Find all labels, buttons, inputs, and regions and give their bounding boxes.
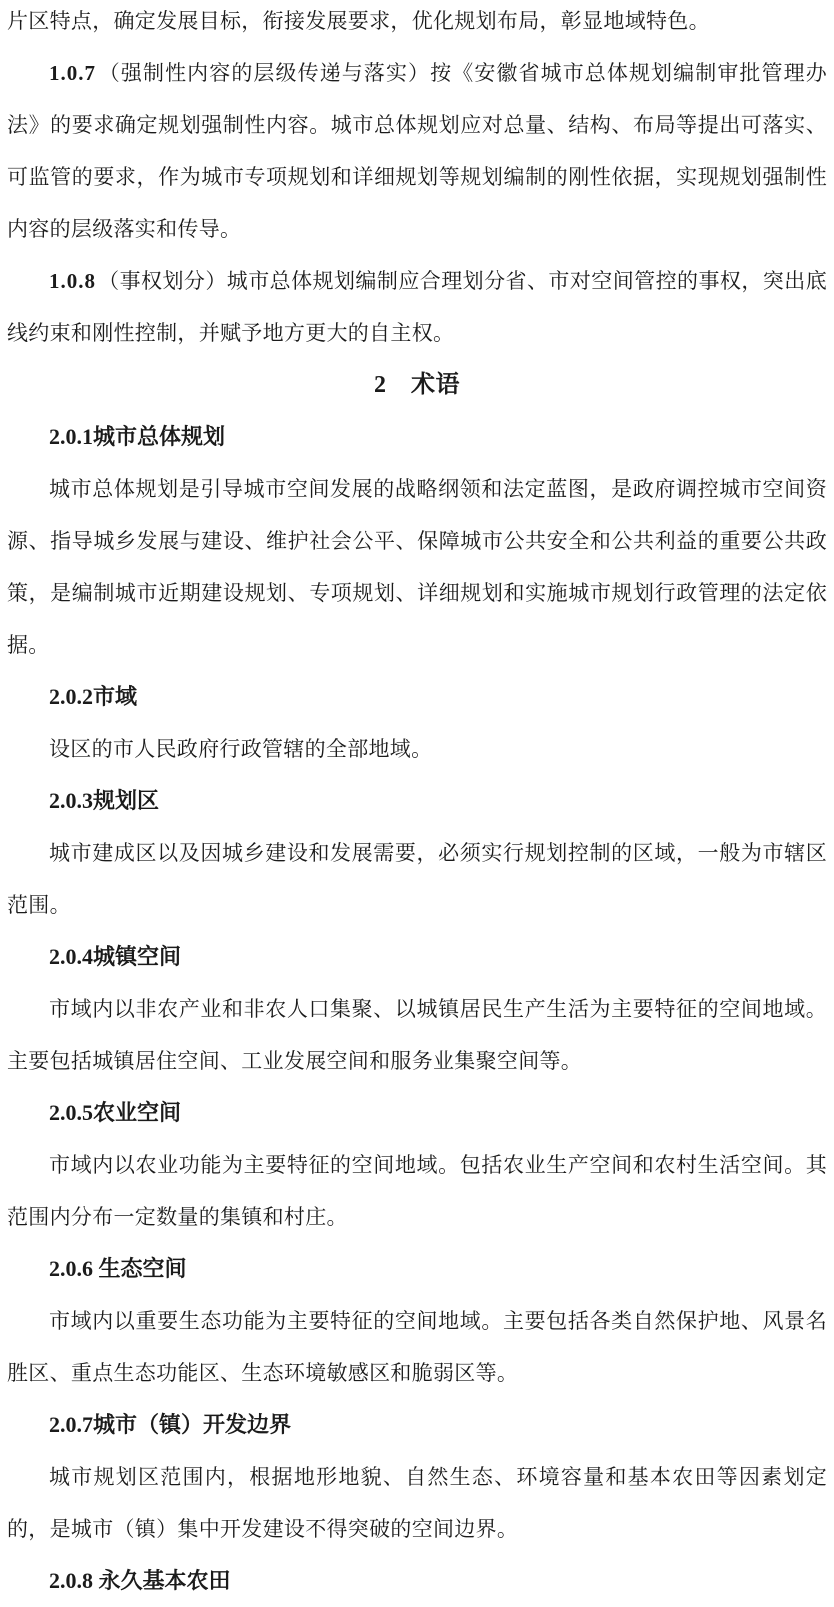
term-definition-2-0-3: 城市建成区以及因城乡建设和发展需要，必须实行规划控制的区域，一般为市辖区范围。 [7, 841, 827, 917]
clause-number: 1.0.7 [49, 61, 96, 85]
term-heading-2-0-1: 2.0.1城市总体规划 [49, 424, 226, 449]
term-heading-2-0-7: 2.0.7城市（镇）开发边界 [49, 1412, 292, 1437]
clause-number: 1.0.8 [49, 269, 96, 293]
term-definition-2-0-1: 城市总体规划是引导城市空间发展的战略纲领和法定蓝图，是政府调控城市空间资源、指导城乡发展与建设、维护社会公平、保障城市公共安全和公共利益的重要公共政策，是编制城市近期建设规划、专项规划、详细规划和实施城市规划行政管理的法定依据。 [7, 477, 827, 657]
term-definition-2-0-7: 城市规划区范围内，根据地形地貌、自然生态、环境容量和基本农田等因素划定的，是城市（镇）集中开发建设不得突破的空间边界。 [7, 1465, 827, 1541]
term-heading-2-0-3: 2.0.3规划区 [49, 788, 160, 813]
term-definition-2-0-5: 市域内以农业功能为主要特征的空间地域。包括农业生产空间和农村生活空间。其范围内分布一定数量的集镇和村庄。 [7, 1153, 827, 1229]
term-heading-2-0-5: 2.0.5农业空间 [49, 1100, 182, 1125]
term-heading-2-0-6: 2.0.6 生态空间 [49, 1256, 187, 1281]
term-heading-2-0-4: 2.0.4城镇空间 [49, 944, 182, 969]
term-definition-2-0-2: 设区的市人民政府行政管辖的全部地域。 [49, 737, 433, 761]
clause-text: （事权划分）城市总体规划编制应合理划分省、市对空间管控的事权，突出底线约束和刚性控制，并赋予地方更大的自主权。 [7, 269, 827, 345]
clause-text: （强制性内容的层级传递与落实）按《安徽省城市总体规划编制审批管理办法》的要求确定规划强制性内容。城市总体规划应对总量、结构、布局等提出可落实、可监管的要求，作为城市专项规划和详细规划等规划编制的刚性依据，实现规划强制性内容的层级落实和传导。 [7, 61, 827, 241]
term-heading-2-0-2: 2.0.2市域 [49, 684, 138, 709]
clause-1-0-7 [7, 47, 827, 255]
paragraph-continuation: 片区特点，确定发展目标，衔接发展要求，优化规划布局，彰显地域特色。 [7, 9, 710, 33]
chapter-heading-terms: 2 术语 [374, 372, 460, 398]
term-heading-2-0-8: 2.0.8 永久基本农田 [49, 1568, 231, 1593]
term-definition-2-0-6: 市域内以重要生态功能为主要特征的空间地域。主要包括各类自然保护地、风景名胜区、重点生态功能区、生态环境敏感区和脆弱区等。 [7, 1309, 827, 1385]
clause-1-0-8 [7, 255, 827, 359]
term-definition-2-0-4: 市域内以非农产业和非农人口集聚、以城镇居民生产生活为主要特征的空间地域。主要包括城镇居住空间、工业发展空间和服务业集聚空间等。 [7, 997, 827, 1073]
